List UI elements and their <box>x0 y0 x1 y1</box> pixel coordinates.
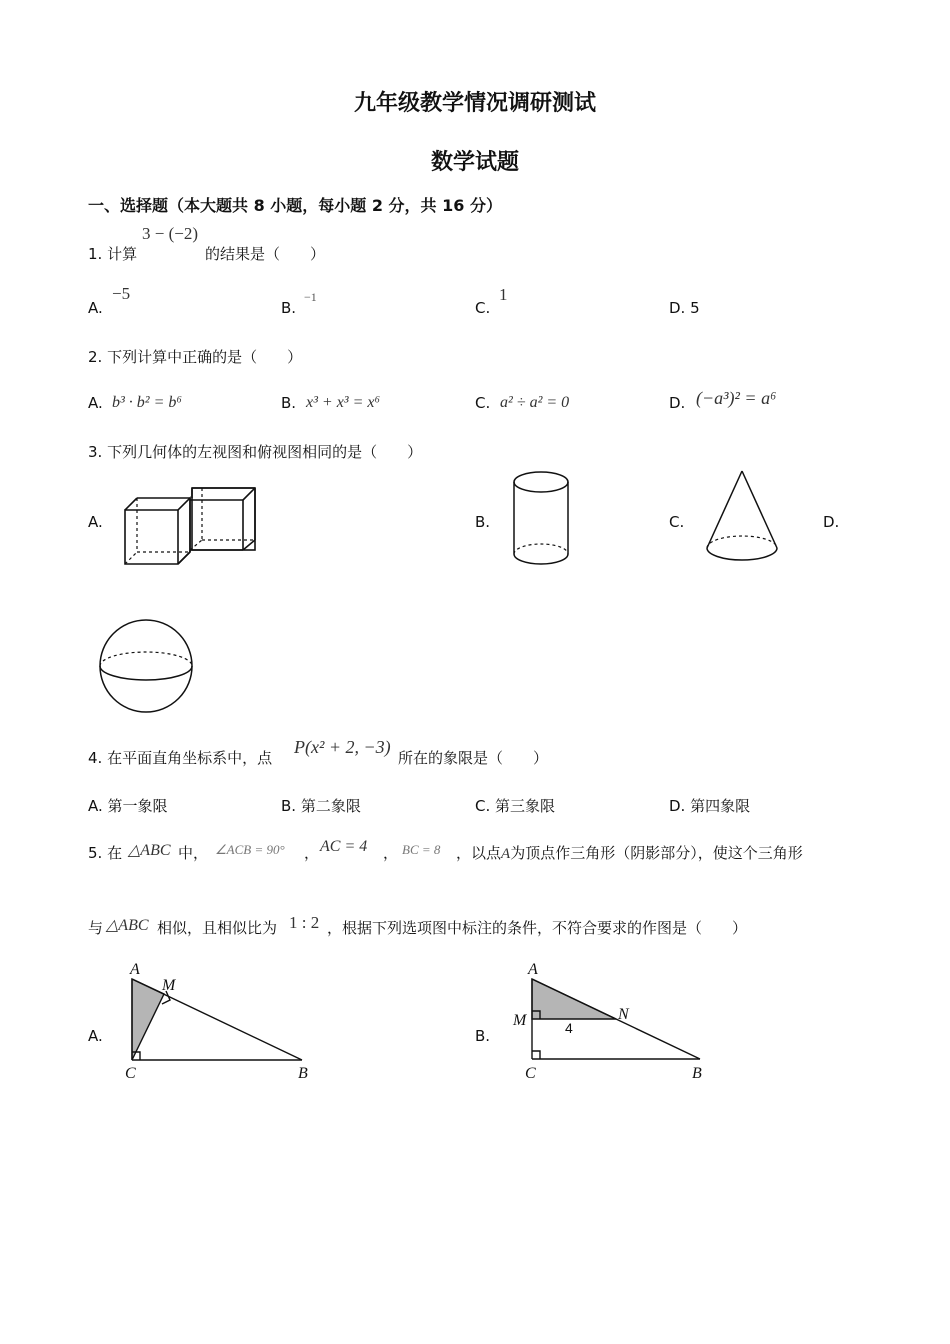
question-text: 中， <box>178 844 209 862</box>
q2-option-b: B. <box>281 394 297 412</box>
question-1 <box>88 243 137 264</box>
q4-option-c: C. 第三象限 <box>475 797 556 815</box>
q2-option-a-value: b³ · b² = b⁶ <box>112 394 182 411</box>
cylinder-figure <box>510 470 572 568</box>
q2-option-d-value: (−a³)² = a⁶ <box>696 388 777 408</box>
question-5: 5. 在 <box>88 844 123 862</box>
question-text: ，以点A为顶点作三角形（阴影部分），使这个三角形 <box>456 844 803 862</box>
q4-option-b: B. 第二象限 <box>281 797 361 815</box>
q1-option-b-value: −1 <box>304 290 317 304</box>
point-label-c: C <box>125 1065 136 1082</box>
question-text: ，根据下列选项图中标注的条件，不符合要求的作图是（ ） <box>327 919 748 937</box>
question-text: 与 <box>88 919 104 937</box>
question-text: 的结果是（ ） <box>205 245 326 263</box>
q5-ratio: 1 : 2 <box>289 913 320 932</box>
q5-angle: ∠ACB = 90° <box>215 842 285 857</box>
point-label-b: B <box>298 1065 308 1082</box>
q1-option-a-value: −5 <box>112 284 131 303</box>
point-label-m: M <box>513 1012 527 1029</box>
q2-option-b-value: x³ + x³ = x⁶ <box>306 394 381 411</box>
q5-option-b: B. <box>475 1027 491 1045</box>
q4-expression: P(x² + 2, −3) <box>294 737 391 757</box>
cone-figure <box>702 468 782 570</box>
q1-option-b: B. <box>281 299 297 317</box>
point-label-a: A <box>130 961 140 978</box>
q3-option-b: B. <box>475 513 491 531</box>
q1-expression: 3 − (−2) <box>142 224 198 243</box>
point-label-c: C <box>525 1065 536 1082</box>
question-text: ， <box>383 844 399 862</box>
q5-triangle-2: △ABC <box>106 917 149 934</box>
q1-option-c-value: 1 <box>499 285 508 304</box>
q1-option-a: A. <box>88 299 103 317</box>
q4-option-d: D. 第四象限 <box>669 797 751 815</box>
question-text: 所在的象限是（ ） <box>398 749 549 767</box>
q3-option-d: D. <box>823 513 840 531</box>
question-number: 1. <box>88 245 103 263</box>
q5-ac: AC = 4 <box>320 838 368 855</box>
q2-option-a: A. <box>88 394 103 412</box>
section-heading: 一、选择题（本大题共 8 小题，每小题 2 分，共 16 分） <box>88 196 502 215</box>
question-text: 相似，且相似比为 <box>157 919 278 937</box>
page-title: 九年级教学情况调研测试 <box>353 91 596 116</box>
point-label-m: M <box>162 977 176 994</box>
q4-option-a: A. 第一象限 <box>88 797 168 815</box>
q1-option-c: C. <box>475 299 491 317</box>
question-text: ， <box>304 844 320 862</box>
q5-figure-b <box>508 958 718 1084</box>
point-label-b: B <box>692 1065 702 1082</box>
q3-option-c: C. <box>669 513 685 531</box>
q2-option-c: C. <box>475 394 491 412</box>
q2-option-d: D. <box>669 394 686 412</box>
q5-option-a: A. <box>88 1027 103 1045</box>
point-label-a: A <box>528 961 538 978</box>
question-3: 3. 下列几何体的左视图和俯视图相同的是（ ） <box>88 443 423 461</box>
question-2: 2. 下列计算中正确的是（ ） <box>88 348 303 366</box>
q5-triangle: △ABC <box>128 842 171 859</box>
q3-option-a: A. <box>88 513 103 531</box>
point-label-n: N <box>618 1006 629 1023</box>
question-4: 4. 在平面直角坐标系中，点 <box>88 749 273 767</box>
two-cubes-figure <box>120 484 260 568</box>
sphere-figure <box>98 618 198 716</box>
q5-bc: BC = 8 <box>402 842 441 857</box>
question-text: 计算 <box>107 245 138 263</box>
q1-option-d: D. 5 <box>669 299 700 317</box>
length-label-mn: 4 <box>565 1020 573 1036</box>
page-subtitle: 数学试题 <box>430 150 519 175</box>
q5-figure-a <box>120 958 320 1084</box>
q2-option-c-value: a² ÷ a² = 0 <box>500 394 570 411</box>
